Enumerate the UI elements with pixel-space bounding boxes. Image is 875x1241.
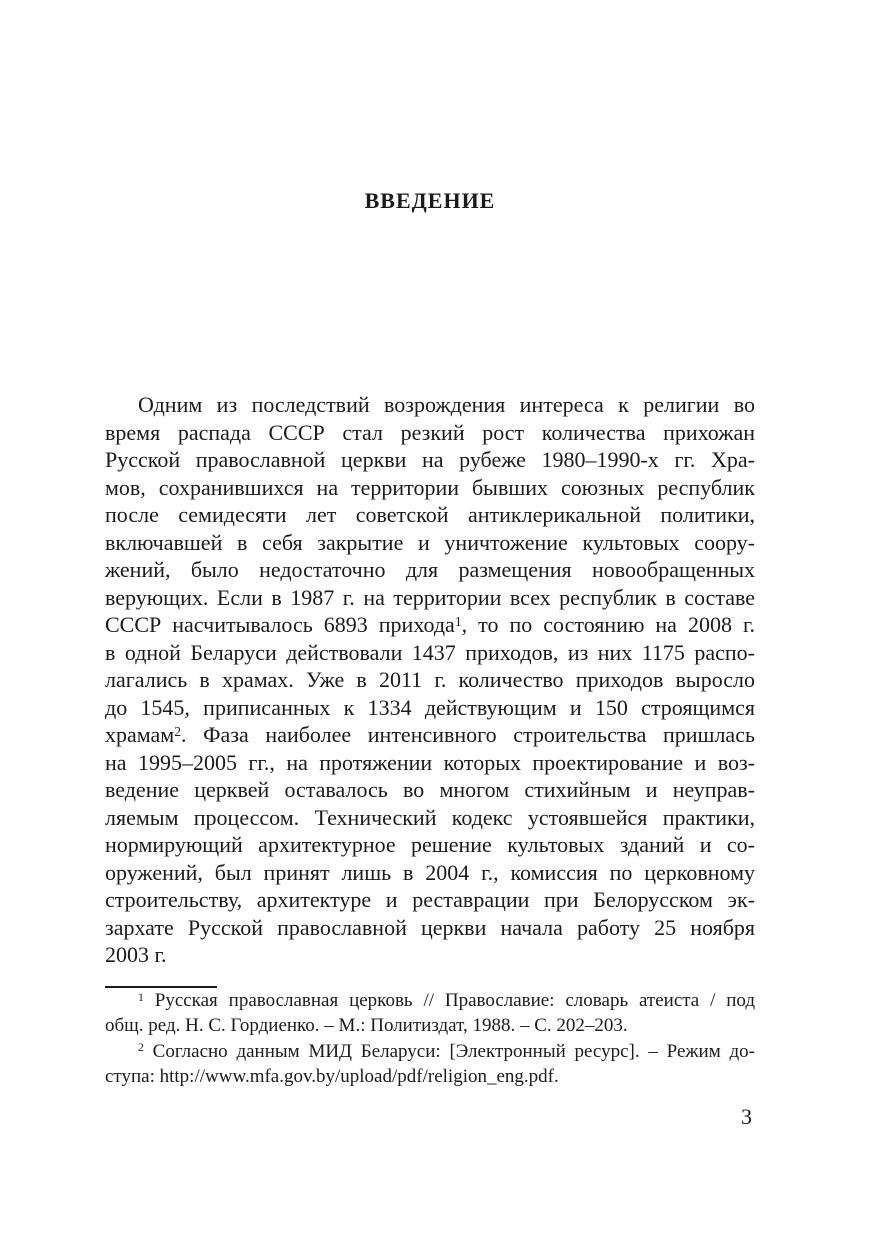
text-line: СССР насчитывалось 6893 прихода$^1$, то по состоянию на 2008 г. — [105, 612, 756, 637]
text-line: на 1995–2005 гг., на протяжении которых проектирование и воз- — [105, 749, 755, 775]
text-line: $^2$ Согласно данным МИД Беларуси: [Электронный ресурс]. – Режим до- — [138, 1040, 755, 1062]
text-line: после семидесяти лет советской антиклерикальной политики, — [105, 502, 755, 527]
text-line: жений, было недостаточно для размещения новообращенных — [105, 557, 755, 582]
text-line: в одной Беларуси действовали 1437 приходов, из них 1175 распо- — [105, 639, 755, 665]
footnote-reference: 1 — [138, 990, 144, 1004]
text-line: $^1$ Русская православная церковь // Православие: словарь атеиста / под — [138, 990, 755, 1011]
page-number: 3 — [741, 1104, 752, 1129]
footnotes — [105, 988, 755, 1089]
introduction-paragraph — [105, 391, 755, 969]
footnote-2 — [105, 1039, 755, 1090]
text-line: строительству, архитектуре и реставрации при Белорусском эк- — [105, 887, 755, 912]
page-title: ВВЕДЕНИЕ — [364, 188, 496, 213]
text-line: мов, сохранившихся на территории бывших союзных республик — [105, 474, 755, 500]
text-line: ведение церквей оставалось во многом стихийным и неуправ- — [105, 777, 755, 802]
text-line: Русской православной церкви на рубеже 1980–1990-х гг. Хра- — [105, 447, 755, 472]
text-line: 2003 г. — [105, 942, 167, 967]
text-line: зархате Русской православной церкви начала работу 25 ноября — [105, 914, 755, 940]
footnote-reference: 2 — [138, 1041, 144, 1055]
footnote-reference: 1 — [454, 613, 462, 629]
text-line: храмам$^2$. Фаза наиболее интенсивного строительства пришлась — [105, 722, 755, 747]
text-line: ляемым процессом. Технический кодекс устоявшейся практики, — [105, 804, 755, 830]
text-line: общ. ред. Н. С. Гордиенко. – М.: Политиздат, 1988. – С. 202–203. — [105, 1015, 628, 1037]
text-line: лагались в храмах. Уже в 2011 г. количество приходов выросло — [105, 667, 755, 692]
text-line: оружений, был принят лишь в 2004 г., комиссия по церковному — [105, 859, 755, 885]
footnote-reference: 2 — [174, 723, 182, 739]
text-line: время распада СССР стал резкий рост количества прихожан — [105, 419, 755, 445]
text-line: нормирующий архитектурное решение культовых зданий и со- — [105, 832, 755, 857]
text-line: до 1545, приписанных к 1334 действующим и 150 строящимся — [105, 694, 755, 720]
footnote-1 — [105, 988, 755, 1039]
text-line: Одним из последствий возрождения интереса к религии во — [138, 392, 755, 417]
text-line: включавшей в себя закрытие и уничтожение культовых соору- — [105, 529, 755, 555]
text-line: ступа: http://www.mfa.gov.by/upload/pdf/religion_eng.pdf. — [105, 1065, 559, 1087]
text-line: верующих. Если в 1987 г. на территории всех республик в составе — [105, 584, 755, 610]
